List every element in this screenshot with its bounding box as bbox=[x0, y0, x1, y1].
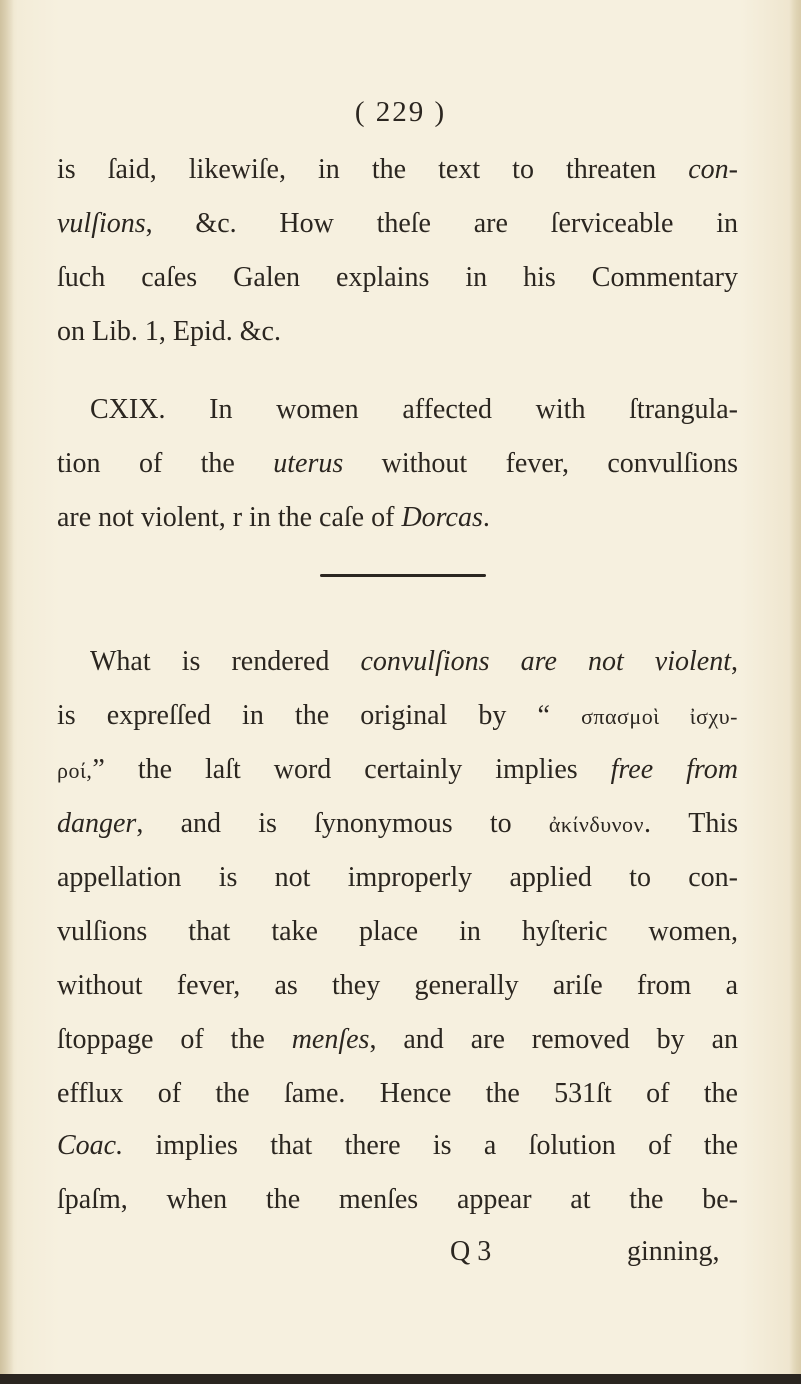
text-line: on Lib. 1, Epid. &c. bbox=[57, 316, 281, 347]
catchword: ginning, bbox=[627, 1236, 720, 1267]
text-line: ſtoppage of the menſes, and are removed by an bbox=[57, 1024, 738, 1055]
text-line: efflux of the ſame. Hence the 531ſt of the bbox=[57, 1078, 738, 1109]
text-line: ſuch caſes Galen explains in his Commentary bbox=[57, 262, 738, 293]
text-line: is ſaid, likewiſe, in the text to threaten con- bbox=[57, 154, 738, 185]
binding-shadow-left bbox=[0, 0, 14, 1384]
text-line: is expreſſed in the original by “ σπασμοὶ ἰσχυ- bbox=[57, 700, 738, 731]
signature-mark: Q 3 bbox=[450, 1236, 492, 1267]
text-line: CXIX. In women affected with ſtrangula- bbox=[90, 394, 738, 425]
text-line: are not violent, r in the caſe of Dorcas. bbox=[57, 502, 490, 533]
text-line: tion of the uterus without fever, convulſions bbox=[57, 448, 739, 479]
page-edge-right bbox=[789, 0, 801, 1384]
section-divider-rule bbox=[320, 574, 486, 577]
text-line: Coac. implies that there is a ſolution of the bbox=[57, 1130, 738, 1161]
text-line: vulſions that take place in hyſteric women, bbox=[57, 916, 738, 947]
text-line: What is rendered convulſions are not violent, bbox=[90, 646, 738, 677]
text-line: without fever, as they generally ariſe from a bbox=[57, 970, 738, 1001]
page-bottom-edge bbox=[0, 1374, 801, 1384]
text-line: appellation is not improperly applied to con- bbox=[57, 862, 738, 893]
text-line: ſpaſm, when the menſes appear at the be- bbox=[57, 1184, 738, 1215]
page-number: ( 229 ) bbox=[354, 96, 447, 128]
text-line: danger, and is ſynonymous to ἀκίνδυνον. This bbox=[57, 808, 738, 839]
text-line: ροί,” the laſt word certainly implies free from bbox=[57, 754, 738, 785]
text-line: vulſions, &c. How theſe are ſerviceable in bbox=[57, 208, 738, 239]
